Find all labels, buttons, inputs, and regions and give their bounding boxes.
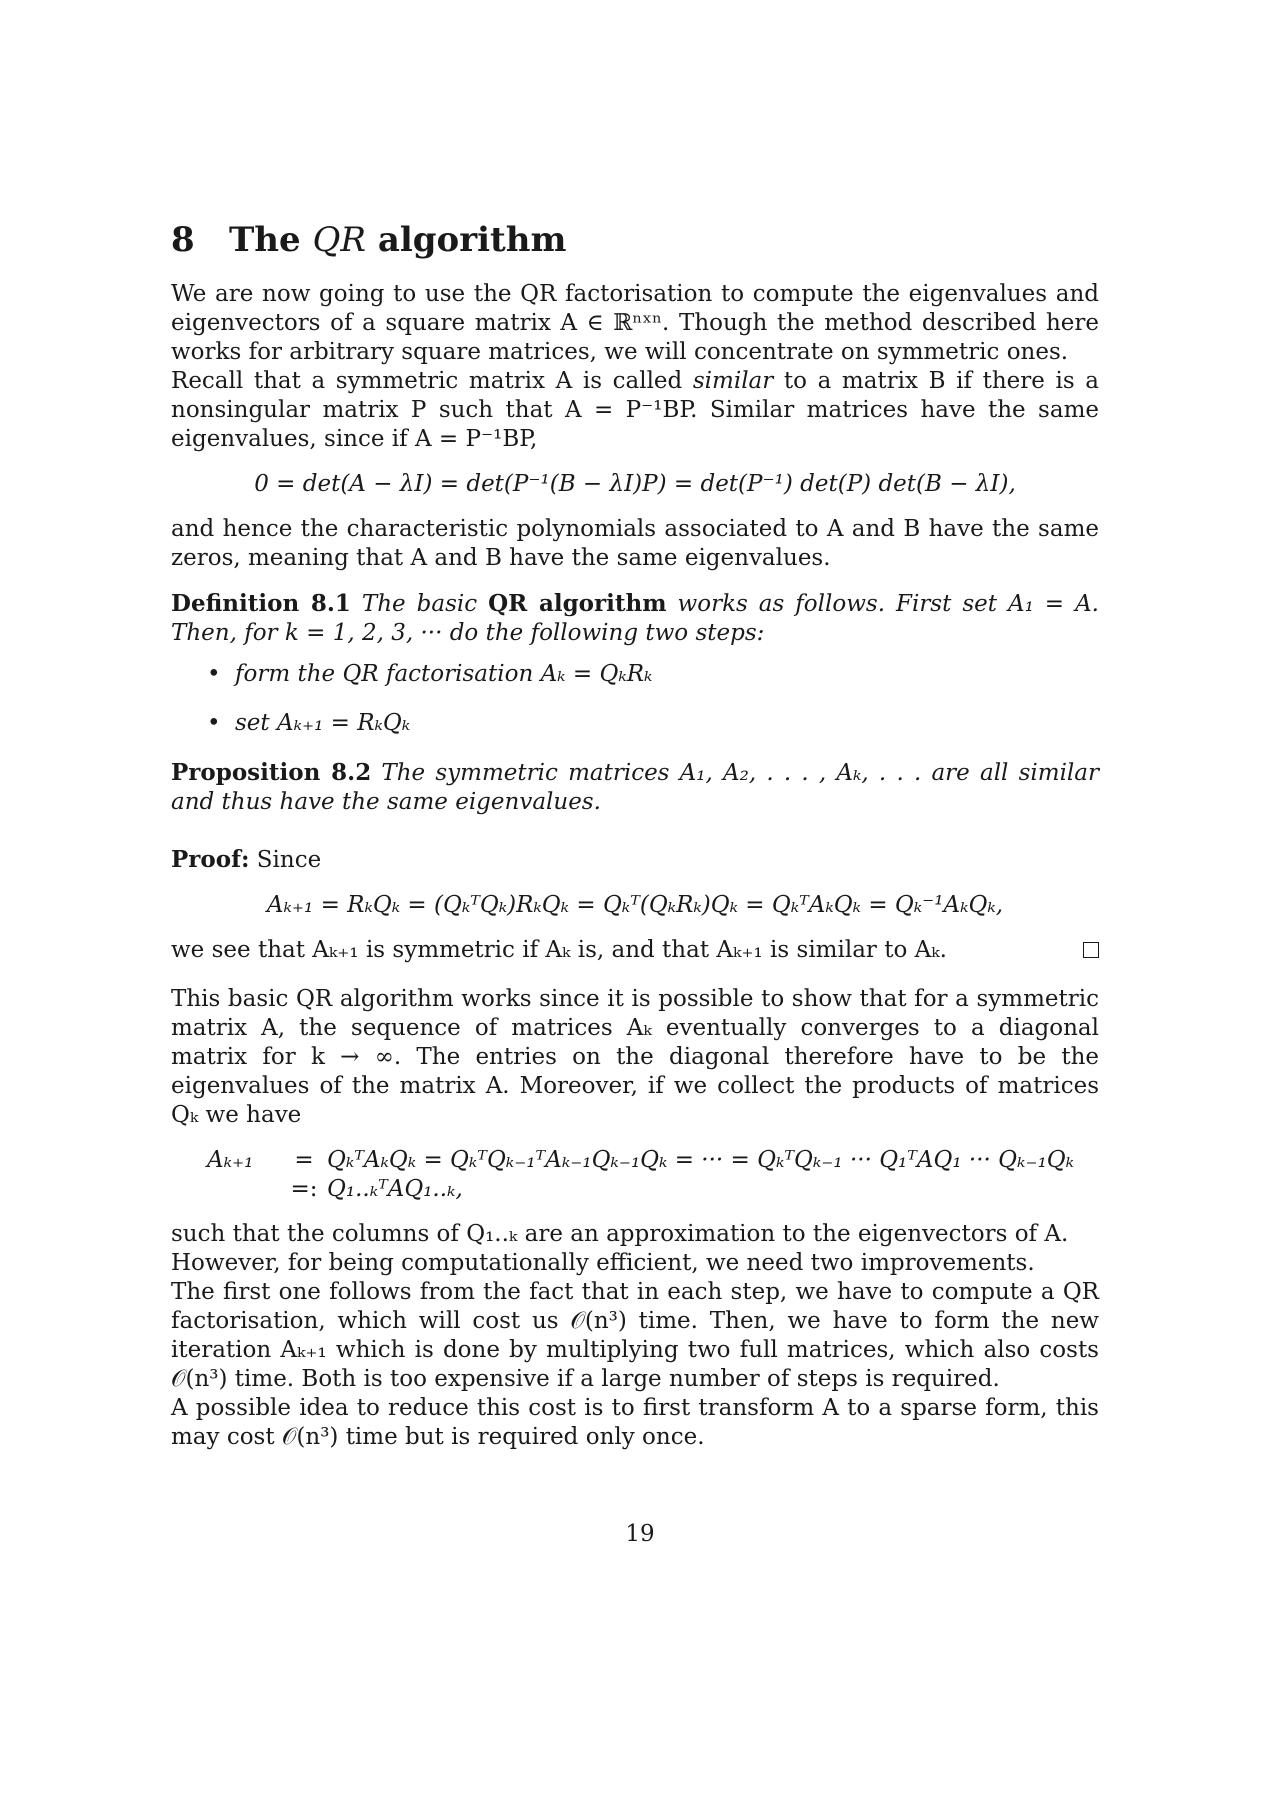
- definition-text: [171, 589, 1099, 648]
- proposition-block: [171, 758, 1099, 817]
- proof-label: Proof:: [171, 846, 250, 873]
- intro-p2-end: to a matrix B if there is a nonsingular matrix P such that A = P⁻¹BP. Similar matrices have the same eigenvalues, since if A = P⁻¹BP,: [171, 368, 1099, 452]
- proof-intro-text: Since: [256, 847, 322, 873]
- page-number: 19: [625, 1521, 655, 1547]
- discussion-paragraph-1: This basic QR algorithm works since it is possible to show that for a symmetric matrix A, the sequence of matrices Aₖ eventually converges to a diagonal matrix for k → ∞. The entries on the diagonal therefore have to be the eigenvalues of the matrix A. Moreover, if we collect the products of matrices Qₖ we have: [171, 986, 1099, 1128]
- proposition-label: Proposition 8.2: [171, 759, 372, 786]
- discussion-paragraph-4: The first one follows from the fact that in each step, we have to compute a QR factorisation, which will cost us 𝒪(n³) time. Then, we have to form the new iteration Aₖ₊₁ which is done by multiplying two full matrices, which also costs 𝒪(n³) time. Both is too expensive if a large number of steps is required.: [171, 1279, 1099, 1392]
- definition-text-end: works as follows. First set A₁ = A. Then, for k = 1, 2, 3, ··· do the following two steps:: [171, 591, 1099, 646]
- proof-conclusion-line: [171, 936, 1099, 965]
- equation-rhs: QₖᵀAₖQₖ = QₖᵀQₖ₋₁ᵀAₖ₋₁Qₖ₋₁Qₖ = ··· = QₖᵀQₖ₋₁ ··· Q₁ᵀAQ₁ ··· Qₖ₋₁Qₖ: [327, 1147, 1075, 1173]
- proof-intro: [171, 845, 1099, 875]
- intro-paragraph-3: and hence the characteristic polynomials associated to A and B have the same zeros, meaning that A and B have the same eigenvalues.: [171, 516, 1099, 571]
- proof-block: [171, 845, 1099, 965]
- definition-block: [171, 589, 1099, 738]
- intro-paragraph-2: [171, 367, 1099, 454]
- section-heading: [171, 218, 1099, 262]
- discussion-paragraph-2: such that the columns of Q₁..ₖ are an approximation to the eigenvectors of A.: [171, 1221, 1069, 1247]
- equation-relation: =: [294, 1147, 314, 1173]
- discussion-paragraph-3: However, for being computationally efficient, we need two improvements.: [171, 1250, 1035, 1276]
- discussion-paragraph-5: A possible idea to reduce this cost is to first transform A to a sparse form, this may cost 𝒪(n³) time but is required only once.: [171, 1395, 1099, 1450]
- definition-text-start: The basic: [361, 591, 489, 617]
- intro-p2-start: Recall that a symmetric matrix A is called: [171, 368, 693, 394]
- section-title-suffix: algorithm: [377, 220, 567, 260]
- proof-equation: Aₖ₊₁ = RₖQₖ = (QₖᵀQₖ)RₖQₖ = Qₖᵀ(QₖRₖ)Qₖ = QₖᵀAₖQₖ = Qₖ⁻¹AₖQₖ,: [266, 892, 1004, 918]
- definition-label: Definition 8.1: [171, 590, 351, 617]
- equation-rhs: Q₁..ₖᵀAQ₁..ₖ,: [327, 1176, 463, 1202]
- section-title-prefix: The: [229, 220, 301, 260]
- qed-box-icon: [1083, 942, 1099, 958]
- section-title-math: QR: [312, 220, 366, 260]
- similar-term: similar: [692, 368, 774, 394]
- proposition-body: The symmetric matrices A₁, A₂, . . . , Aₖ, . . . are all similar and thus have the same eigenvalues.: [171, 760, 1099, 815]
- equation-relation: =:: [290, 1176, 318, 1202]
- intro-paragraph-1: We are now going to use the QR factorisation to compute the eigenvalues and eigenvectors of a square matrix A ∈ ℝⁿˣⁿ. Though the method described here works for arbitrary square matrices, we will concentrate on symmetric ones.: [171, 281, 1099, 365]
- page-content: [171, 218, 1099, 1452]
- proof-conclusion: we see that Aₖ₊₁ is symmetric if Aₖ is, and that Aₖ₊₁ is similar to Aₖ.: [171, 937, 947, 963]
- step-item: • form the QR factorisation Aₖ = QₖRₖ: [207, 660, 1099, 689]
- step-item: • set Aₖ₊₁ = RₖQₖ: [207, 709, 1099, 738]
- equation-lhs: Aₖ₊₁: [207, 1147, 254, 1173]
- equation-row: [207, 1146, 1099, 1175]
- product-equation-array: [207, 1146, 1099, 1204]
- determinant-equation: 0 = det(A − λI) = det(P⁻¹(B − λI)P) = det(P⁻¹) det(P) det(B − λI),: [254, 471, 1016, 497]
- proposition-text: [171, 758, 1099, 817]
- equation-row: [207, 1175, 1099, 1204]
- section-number: 8: [171, 220, 195, 260]
- definition-steps: [171, 660, 1099, 738]
- definition-bold-term: QR algorithm: [488, 590, 667, 617]
